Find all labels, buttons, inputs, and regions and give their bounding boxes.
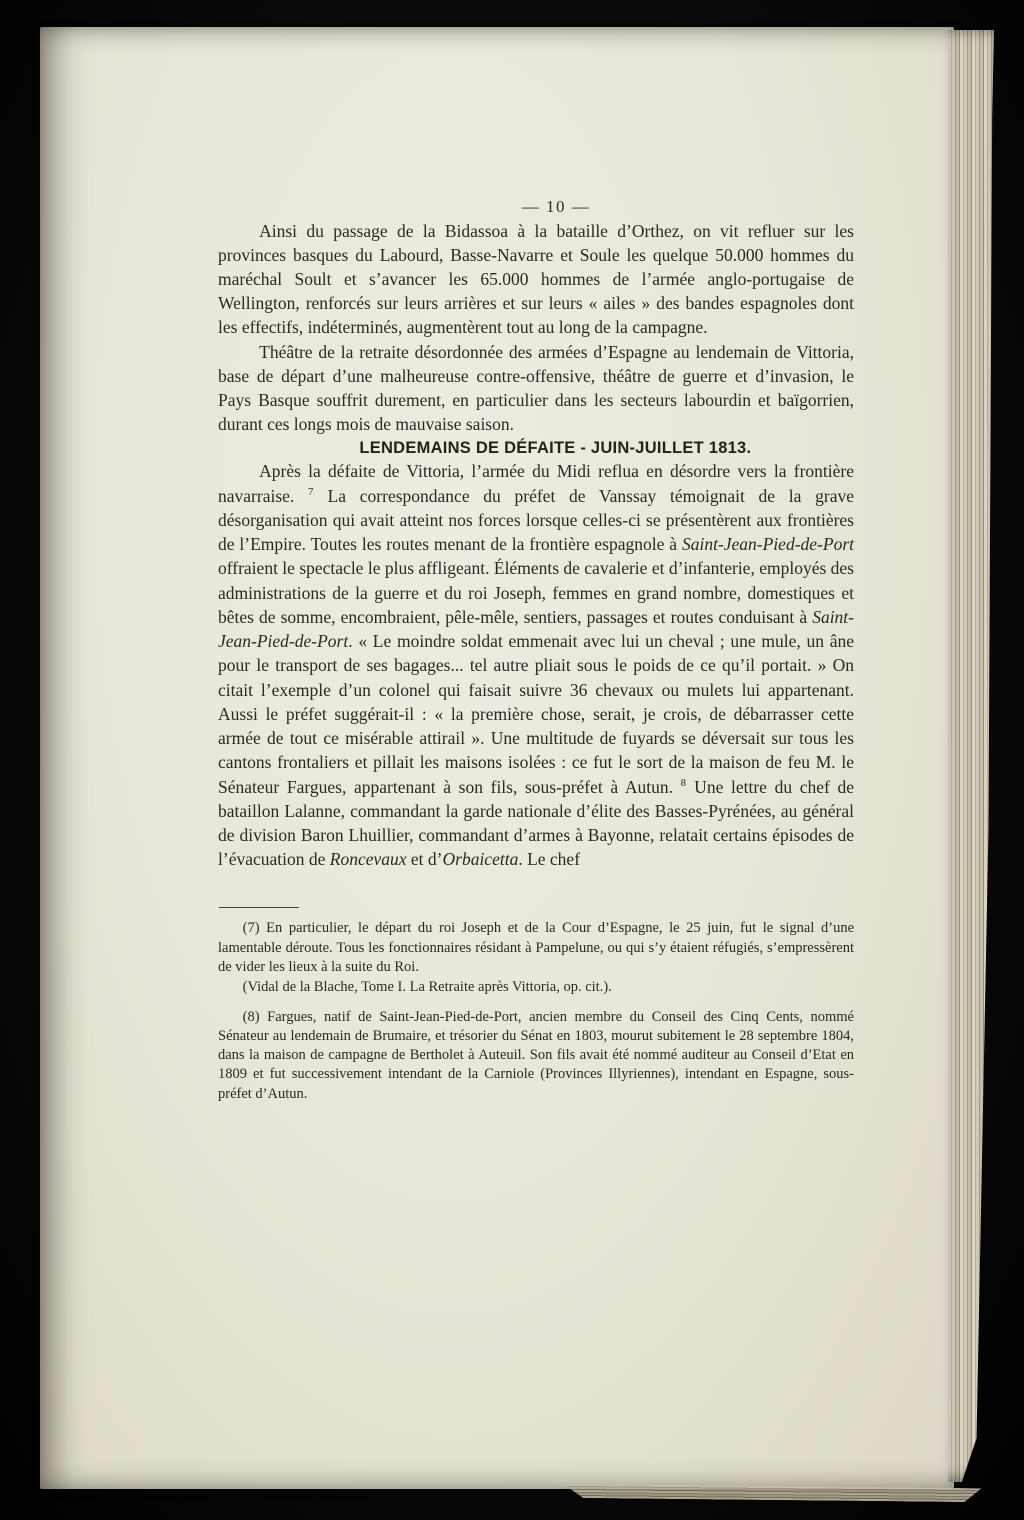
book-page [40,27,954,1489]
section-heading: LENDEMAINS DE DÉFAITE - JUIN-JUILLET 1813. [359,438,752,457]
page-edge-stack [948,30,994,1482]
text-run: Orbaicetta [442,849,519,870]
text-run: Ainsi du passage de la Bidassoa à la bataille d’Orthez, on vit refluer sur les provinces basques du Labourd, Basse-Navarre et Soule les quelque 50.000 hommes du maréchal Soult et s’avancer les 65.000 hommes de l’armée anglo-portugaise de Wellington, renforcés sur leurs arrières et sur leurs « ailes » des bandes espagnoles dont les effectifs, indéterminés, augmentèrent tout au long de la campagne. [218,220,854,338]
text-run: Roncevaux [329,849,407,870]
text-run: Saint-Jean-Pied-de-Port [218,606,854,652]
footnote-separator-rule [219,907,299,908]
text-run: Saint-Jean-Pied-de-Port [681,534,854,555]
body-paragraph-2 [218,340,854,437]
body-paragraph-3 [218,459,854,871]
footnote-8 [218,1008,854,1104]
body-paragraph-1 [218,219,854,340]
text-run: . Le chef [518,849,581,870]
text-run: . « Le moindre soldat emmenait avec lui un cheval ; une mule, un âne pour le transport de ses bagages... tel autre pliait sous le poids de ce qu’il portait. » On citait l’exemple d’un colonel qui faisait suivre 36 chevaux ou mulets lui appartenant. Aussi le préfet suggérait-il : « la première chose, serait, je crois, de débarrasser cette armée de tout ce misérable attirail ». Une multitude de fuyards se déversait sur tous les cantons frontaliers et pillait les maisons isolées : ce fut le sort de la maison de feu M. le Sénateur Fargues, appartenant à son fils, sous-préfet à Autun. [218,631,854,797]
text-run: offraient le spectacle le plus affligeant. Éléments de cavalerie et d’infanterie, employés des administrations de la guerre et du roi Joseph, femmes en grand nombre, domestiques et bêtes de somme, encombraient, pêle-mêle, sentiers, passages et routes conduisant à [218,558,854,627]
footnotes-block [218,907,854,1104]
footnote-marker: 7 [307,485,314,498]
page-number: — 10 — [521,197,591,216]
text-run: Théâtre de la retraite désordonnée des armées d’Espagne au lendemain de Vittoria, base de départ d’une malheureuse contre-offensive, théâtre de guerre et d’invasion, le Pays Basque souffrit durement, en particulier dans les secteurs labourdin et baïgorrien, durant ces longs mois de mauvaise saison. [218,341,854,435]
text-run: (7) En particulier, le départ du roi Joseph et de la Cour d’Espagne, le 25 juin, fut le signal d’une lamentable déroute. Tous les fonctionnaires résidant à Pampelune, ou qui s’y étaient réfugiés, s’empressèrent de vider les lieux à la suite du Roi. [218,920,854,976]
text-column [218,195,854,1104]
text-run: La correspondance du préfet de Vanssay témoignait de la grave désorganisation qui avait atteint nos forces lorsque celles-ci se présentèrent aux frontières de l’Empire. Toutes les routes menant de la frontière espagnole à [218,485,854,555]
footnote-marker: 8 [680,776,687,789]
text-run: Une lettre du chef de bataillon Lalanne, commandant la garde nationale d’élite des Basses-Pyrénées, au général de division Baron Lhuillier, commandant d’armes à Bayonne, relatait certains épisodes de l’évacuation de [218,776,854,870]
text-run: (8) Fargues, natif de Saint-Jean-Pied-de-Port, ancien membre du Conseil des Cinq Cents, nommé Sénateur au lendemain de Brumaire, et trésorier du Sénat en 1803, mourut subitement le 28 septembre 1804, dans la maison de campagne de Bertholet à Auteuil. Son fils avait été nommé auditeur au Conseil d’Etat en 1809 et fut successivement intendant de la Carniole (Provinces Illyriennes), intendant en Espagne, sous-préfet d’Autun. [218,1008,854,1102]
text-run: Après la défaite de Vittoria, l’armée du Midi reflua en désordre vers la frontière navarraise. [218,461,854,506]
text-run: et d’ [406,849,443,870]
footnote-7-citation [218,978,854,997]
footnote-7 [218,919,854,977]
text-run: (Vidal de la Blache, Tome I. La Retraite après Vittoria, op. cit.). [242,979,612,996]
